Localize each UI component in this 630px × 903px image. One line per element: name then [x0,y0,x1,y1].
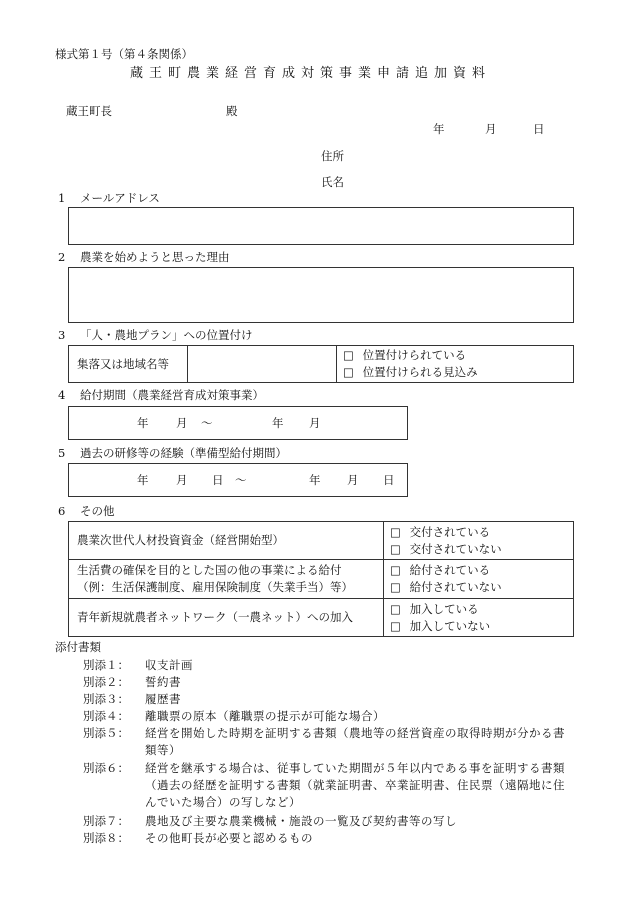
list-item: 別添５： 経営を開始した時期を証明する書類（農地等の経営資産の取得時期が分かる書類等） [83,726,565,757]
honorific: 殿 [226,104,238,118]
list-item: 別添３： 履歴書 [83,692,181,706]
option-granted[interactable]: □ 交付されている [390,524,491,539]
area-label: 集落又は地域名等 [77,356,169,371]
addressee: 蔵王町長 [66,104,112,118]
checkbox-icon[interactable]: □ [390,618,401,633]
form-number: 様式第１号（第４条関係） [55,47,193,61]
list-item: 別添８： その他町長が必要と認めるもの [83,831,313,845]
option-not-granted[interactable]: □ 交付されていない [390,541,502,556]
other-row-label: 生活費の確保を目的とした国の他の事業による給付 （例：生活保護制度、雇用保険制度（失業手当）等） [69,560,384,599]
checkbox-icon[interactable]: □ [390,541,401,556]
other-row-label: 農業次世代人材投資資金（経営開始型） [69,522,384,560]
section-2-number: 2 [58,250,66,264]
name-label: 氏名 [321,175,344,189]
training-period-field[interactable]: 年 月 日 ～ 年 月 日 [68,463,408,497]
checkbox-icon[interactable]: □ [390,601,401,616]
date-year-label: 年 [433,122,445,136]
plan-options-cell [337,346,574,383]
tilde: ～ [235,473,247,487]
other-row [69,599,574,637]
section-2-title: 農業を始めようと思った理由 [80,250,230,264]
area-input-cell[interactable] [188,346,337,383]
section-3-title: 「人・農地プラン」への位置付け [80,328,253,342]
checkbox-icon[interactable]: □ [343,365,354,379]
document-title: 蔵王町農業経営育成対策事業申請追加資料 [130,66,492,81]
section-6-number: 6 [58,504,66,518]
benefit-period-field[interactable]: 年 月 ～ 年 月 [68,406,408,440]
checkbox-icon[interactable]: □ [390,563,401,577]
other-row-label: 青年新規就農者ネットワーク（一農ネット）への加入 [69,599,384,637]
area-label-cell [69,346,188,383]
other-table [68,521,574,637]
tilde: ～ [201,416,213,430]
other-row-options [384,599,574,637]
address-label: 住所 [321,149,344,163]
other-row [69,522,574,560]
checkbox-icon[interactable]: □ [390,524,401,539]
list-item: 別添７： 農地及び主要な農業機械・施設の一覧及び契約書等の写し [83,814,457,828]
other-row-options [384,560,574,599]
section-4-title: 給付期間（農業経営育成対策事業） [80,388,264,402]
option-paid[interactable]: □ 給付されている [390,563,491,577]
section-1-number: 1 [58,191,66,205]
list-item: 別添２： 誓約書 [83,675,181,689]
reason-field[interactable] [68,267,574,323]
section-6-title: その他 [80,504,115,518]
option-joined[interactable]: □ 加入している [390,601,479,616]
section-5-number: 5 [58,446,66,460]
section-5-title: 過去の研修等の経験（準備型給付期間） [80,446,287,460]
date-day-label: 日 [533,122,545,136]
plan-option-registered[interactable]: □ 位置付けられている [343,348,467,362]
list-item: 別添６： 経営を継承する場合は、従事していた期間が５年以内である事を証明する書類（過去の経歴を証明する書類（就業証明書、卒業証明書、住民票（遠隔地に住んでいた場合）の写しなど） [83,761,565,809]
checkbox-icon[interactable]: □ [390,580,401,594]
email-field[interactable] [68,207,574,245]
other-row [69,560,574,599]
section-4-number: 4 [58,388,66,402]
section-1-title: メールアドレス [80,191,160,205]
list-item: 別添４： 離職票の原本（離職票の提示が可能な場合） [83,709,385,723]
attachments-heading: 添付書類 [55,640,101,654]
plan-option-expected[interactable]: □ 位置付けられる見込み [343,365,478,379]
date-month-label: 月 [485,122,497,136]
option-not-joined[interactable]: □ 加入していない [390,618,491,633]
checkbox-icon[interactable]: □ [343,348,354,362]
other-row-options [384,522,574,560]
plan-table [68,345,574,383]
section-3-number: 3 [58,328,66,342]
list-item: 別添１： 収支計画 [83,658,193,672]
option-not-paid[interactable]: □ 給付されていない [390,580,502,594]
